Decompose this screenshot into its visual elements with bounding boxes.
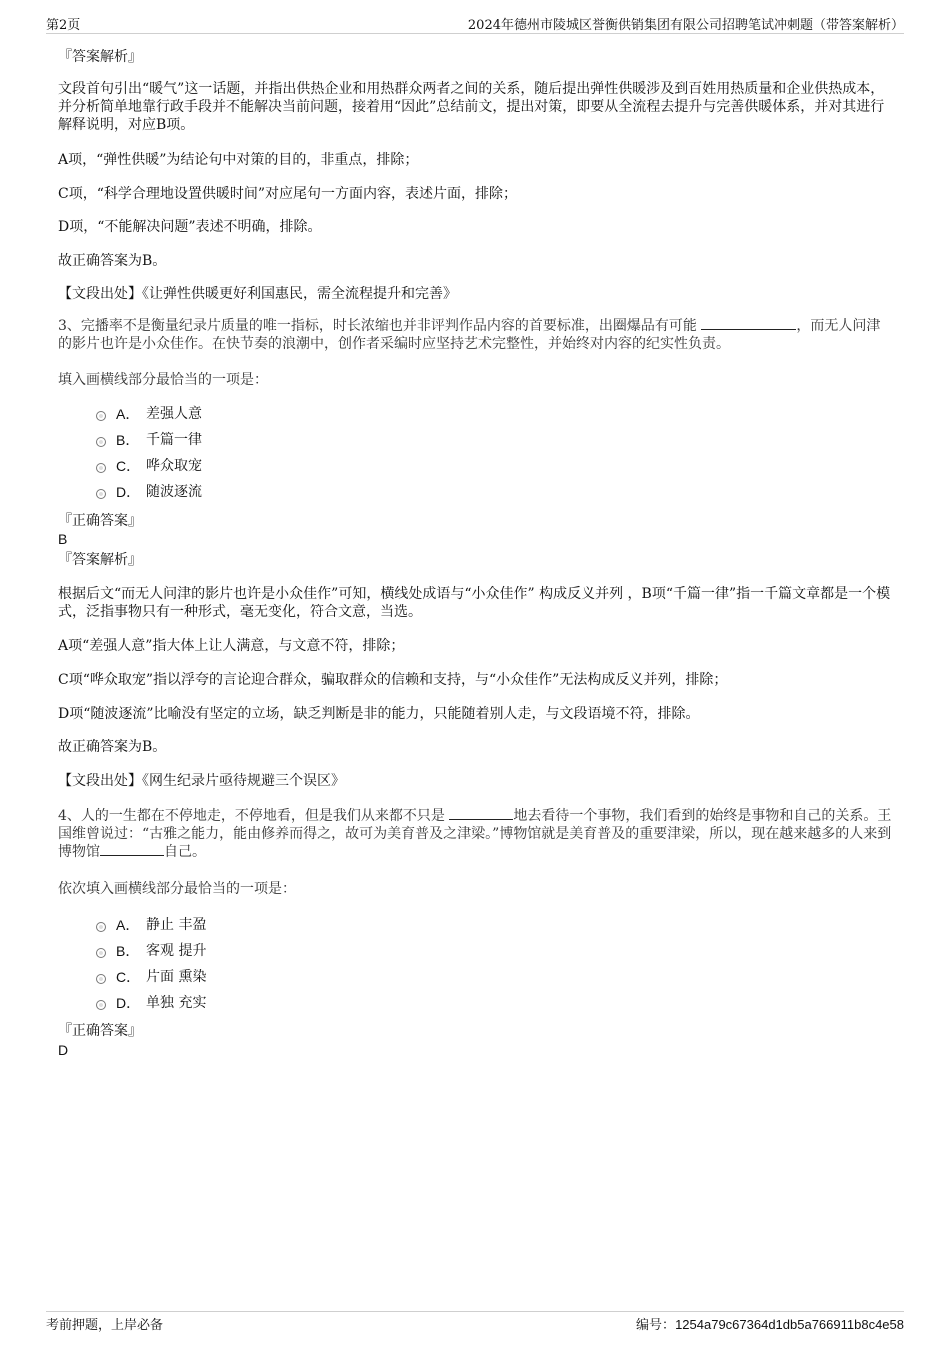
question-4-stem: 4、人的一生都在不停地走，不停地看，但是我们从来都不只是 地去看待一个事物，我们看到的始终是事物和自己的关系。王国维曾说过：“古雅之能力，能由修养而得之，故可为美育普及之津梁。”博物馆就是美育普及的重要津梁，所以，现在越来越多的人来到博物馆 自己。 (58, 808, 892, 860)
question-4-blank-2 (100, 843, 164, 856)
correct-answer-label: 『正确答案』 (58, 513, 142, 529)
analysis-text: 根据后文“而无人问津的影片也许是小众佳作”可知，横线处成语与“小众佳作” 构成反义并列 ，B项“千篇一律”指一千篇文章都是一个模式，泛指事物只有一种形式，毫无变化，符合文意，当选。 (58, 586, 891, 620)
question-4-prompt: 依次填入画横线部分最恰当的一项是： (58, 881, 296, 897)
question-3-option-b[interactable]: B． 千篇一律 (96, 431, 202, 449)
footer-divider (46, 1311, 904, 1312)
question-3-option-d[interactable]: D． 随波逐流 (96, 483, 202, 501)
answer-conclusion: 故正确答案为B。 (58, 253, 167, 269)
document-title: 2024年德州市陵城区誉衡供销集团有限公司招聘笔试冲刺题（带答案解析） (467, 18, 904, 33)
analysis-note-a: A项，“弹性供暖”为结论句中对策的目的，非重点，排除； (58, 152, 419, 168)
analysis-label: 『答案解析』 (58, 49, 142, 65)
question-3-option-a[interactable]: A． 差强人意 (96, 405, 202, 423)
analysis-note-d: D项“随波逐流”比喻没有坚定的立场，缺乏判断是非的能力，只能随着别人走，与文段语境不符，排除。 (58, 706, 700, 722)
header-divider (46, 33, 904, 34)
analysis-note-c: C项“哗众取宠”指以浮夸的言论迎合群众，骗取群众的信赖和支持，与“小众佳作”无法构成反义并列，排除； (58, 672, 728, 688)
answer-conclusion: 故正确答案为B。 (58, 739, 167, 755)
question-3-prompt: 填入画横线部分最恰当的一项是： (58, 372, 268, 388)
analysis-label: 『答案解析』 (58, 552, 142, 568)
question-3-blank (701, 317, 796, 330)
question-4-option-d[interactable]: D． 单独 充实 (96, 994, 206, 1012)
radio-icon[interactable] (96, 489, 106, 499)
radio-icon[interactable] (96, 437, 106, 447)
question-4-blank-1 (449, 807, 513, 820)
radio-icon[interactable] (96, 948, 106, 958)
source-citation: 【文段出处】《让弹性供暖更好利国惠民，需全流程提升和完善》 (58, 286, 457, 302)
analysis-text: 文段首句引出“暖气”这一话题，并指出供热企业和用热群众两者之间的关系，随后提出弹性供暖涉及到百姓用热质量和企业供热成本，并分析简单地靠行政手段并不能解决当前问题，接着用“因此”总结前文，提出对策，即要从全流程去提升与完善供暖体系，并对其进行解释说明，对应B项。 (58, 81, 885, 133)
question-4-option-c[interactable]: C． 片面 熏染 (96, 968, 206, 986)
radio-icon[interactable] (96, 974, 106, 984)
footer-slogan: 考前押题，上岸必备 (46, 1318, 164, 1333)
correct-answer-label: 『正确答案』 (58, 1023, 142, 1039)
document-code: 编号：1254a79c67364d1db5a766911b8c4e58 (636, 1317, 904, 1333)
analysis-note-d: D项，“不能解决问题”表述不明确，排除。 (58, 219, 322, 235)
radio-icon[interactable] (96, 922, 106, 932)
correct-answer: B (58, 531, 68, 547)
radio-icon[interactable] (96, 411, 106, 421)
radio-icon[interactable] (96, 1000, 106, 1010)
question-4-option-a[interactable]: A． 静止 丰盈 (96, 916, 206, 934)
correct-answer: D (58, 1042, 69, 1058)
source-citation: 【文段出处】《网生纪录片亟待规避三个误区》 (58, 773, 345, 789)
page-number: 第2页 (46, 18, 81, 33)
question-3-stem: 3、完播率不是衡量纪录片质量的唯一指标，时长浓缩也并非评判作品内容的首要标准，出圈爆品有可能 ，而无人问津的影片也许是小众佳作。在快节奏的浪潮中，创作者采编时应坚持艺术完整性，并始终对内容的纪实性负责。 (58, 318, 881, 352)
analysis-note-c: C项，“科学合理地设置供暖时间”对应尾句一方面内容，表述片面，排除； (58, 186, 518, 202)
radio-icon[interactable] (96, 463, 106, 473)
analysis-note-a: A项“差强人意”指大体上让人满意，与文意不符，排除； (58, 638, 405, 654)
question-4-option-b[interactable]: B． 客观 提升 (96, 942, 206, 960)
question-3-option-c[interactable]: C． 哗众取宠 (96, 457, 202, 475)
